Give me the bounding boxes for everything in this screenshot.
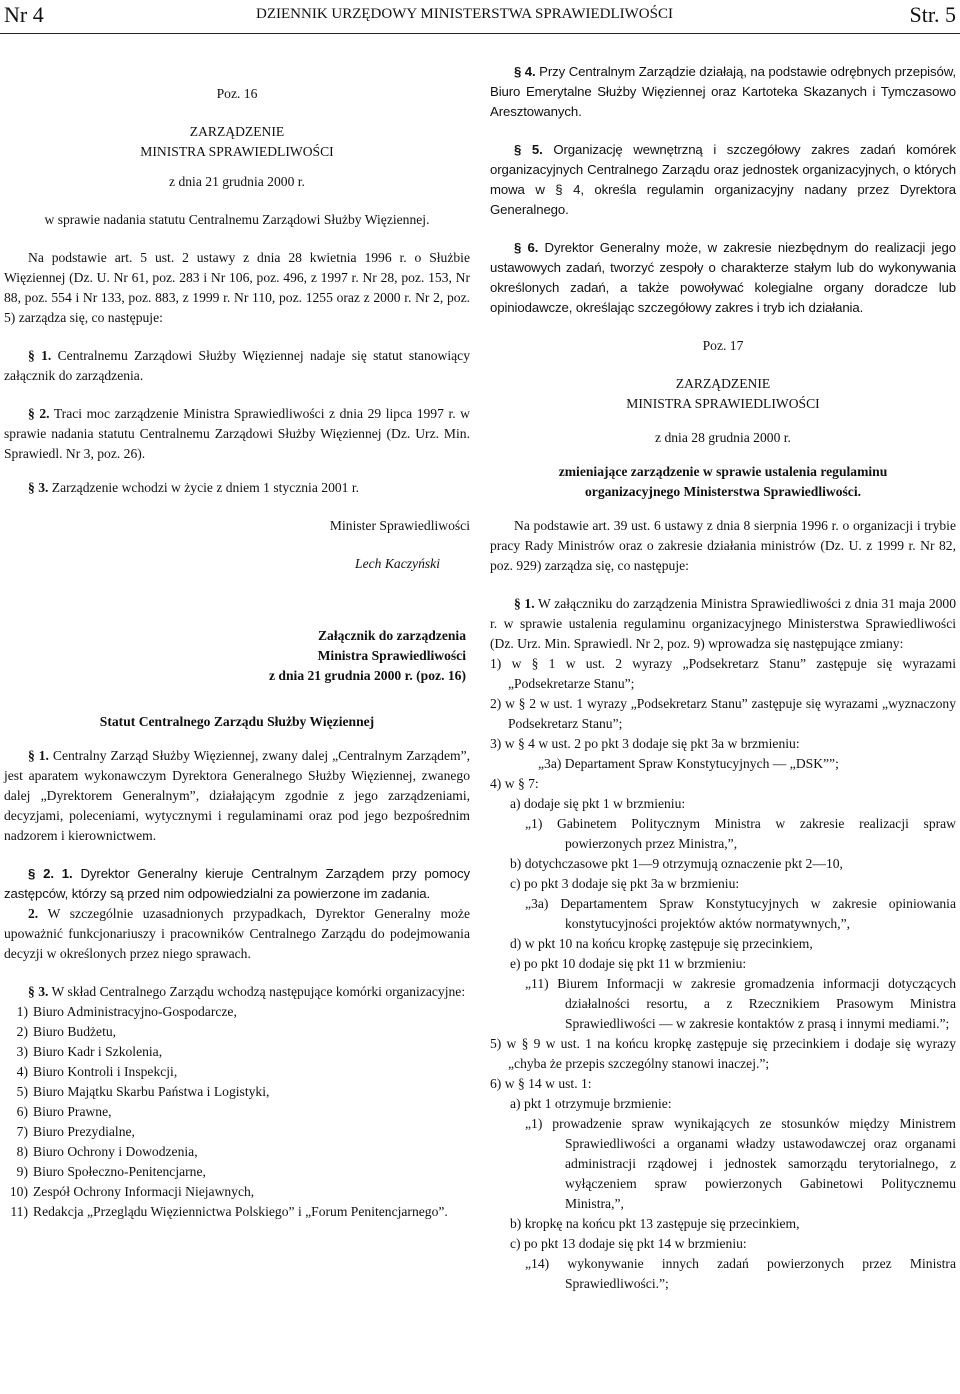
- change-6a-text: „1) prowadzenie spraw wynikających ze stosunków między Ministrem Sprawiedliwości a organami władzy ustawodawczej oraz organami administracji rządowej i jednostek samorządu terytorialnego, z wyłączeniem spraw powierzonych Gabinetowi Politycznemu Ministra,”,: [525, 1116, 956, 1211]
- list-item: 11) Redakcja „Przeglądu Więziennictwa Polskiego” i „Forum Penitencjarnego”.: [10, 1204, 448, 1219]
- attachment-line-3: z dnia 21 grudnia 2000 r. (poz. 16): [268, 668, 466, 683]
- change-4a: a) dodaje się pkt 1 w brzmieniu:: [510, 796, 686, 811]
- act-type: ZARZĄDZENIE: [189, 124, 285, 139]
- list-item: 7) Biuro Prezydialne,: [16, 1124, 135, 1139]
- list-item: 1) Biuro Administracyjno-Gospodarcze,: [16, 1004, 237, 1019]
- act-date: z dnia 21 grudnia 2000 r.: [169, 174, 305, 189]
- statute-paragraph-3: § 3. W skład Centralnego Zarządu wchodzą następujące komórki organizacyjne:: [28, 984, 466, 999]
- list-item: 10) Zespół Ochrony Informacji Niejawnych,: [9, 1184, 255, 1199]
- page-number: Str. 5: [909, 2, 956, 27]
- signatory-name: Lech Kaczyński: [355, 556, 440, 571]
- legal-basis-17: Na podstawie art. 39 ust. 6 ustawy z dnia 8 sierpnia 1996 r. o organizacji i trybie pracy Rady Ministrów oraz o zakresie działania ministrów (Dz. U. z 1999 r. Nr 82, poz. 929) zarządza się, co następuje:: [490, 518, 956, 573]
- list-item: 3) Biuro Kadr i Szkolenia,: [16, 1044, 163, 1059]
- attachment-line-2: Ministra Sprawiedliwości: [317, 648, 466, 663]
- change-6c: c) po pkt 13 dodaje się pkt 14 w brzmieniu:: [510, 1236, 747, 1251]
- page-header: [0, 0, 960, 34]
- statute-paragraph-1: § 1. Centralny Zarząd Służby Więziennej, zwany dalej „Centralnym Zarządem”, jest aparatem wykonawczym Dyrektora Generalnego Służby Więziennej, zwanego dalej „Dyrektorem Generalnym”, działającym zgodnie z jego zarządzeniami, decyzjami, poleceniami, wytycznymi i regulaminami oraz pod jego bezpośrednim nadzorem i kierownictwem.: [4, 748, 471, 843]
- statute-title: Statut Centralnego Zarządu Służby Więziennej: [99, 714, 375, 729]
- list-item: 8) Biuro Ochrony i Dowodzenia,: [16, 1144, 198, 1159]
- left-column: [4, 66, 470, 1222]
- change-5: 5) w § 9 w ust. 1 na końcu kropkę zastępuje się przecinkiem i dodaje się wyrazy „chyba że przepis szczególny stanowi inaczej.”;: [490, 1036, 956, 1071]
- change-4e: e) po pkt 10 dodaje się pkt 11 w brzmieniu:: [510, 956, 747, 971]
- change-2: 2) w § 2 w ust. 1 wyrazy „Podsekretarz Stanu” zastępuje się wyrazami „wyznaczony Podsekretarz Stanu”;: [490, 696, 956, 731]
- journal-title: DZIENNIK URZĘDOWY MINISTERSTWA SPRAWIEDLIWOŚCI: [256, 6, 673, 22]
- paragraph-1-17: § 1. W załączniku do zarządzenia Ministra Sprawiedliwości z dnia 31 maja 2000 r. w sprawie ustalenia regulaminu organizacyjnego Ministerstwa Sprawiedliwości (Dz. Urz. Min. Sprawiedl. Nr 2, poz. 9) wprowadza się następujące zmiany:: [490, 596, 957, 651]
- act-subject-17: zmieniające zarządzenie w sprawie ustalenia regulaminu organizacyjnego Ministerstwa Sprawiedliwości.: [558, 464, 888, 499]
- change-4a-text: „1) Gabinetem Politycznym Ministra w zakresie realizacji spraw powierzonych przez Ministra,”,: [525, 816, 956, 851]
- act-issuer: MINISTRA SPRAWIEDLIWOŚCI: [140, 144, 334, 159]
- list-item: 2) Biuro Budżetu,: [16, 1024, 117, 1039]
- change-4: 4) w § 7:: [490, 776, 539, 791]
- change-1: 1) w § 1 w ust. 2 wyrazy „Podsekretarz Stanu” zastępuje się wyrazami „Podsekretarze Stanu”;: [490, 656, 956, 691]
- change-3-text: „3a) Departament Spraw Konstytucyjnych — „DSK””;: [538, 756, 839, 771]
- change-4c-text: „3a) Departamentem Spraw Konstytucyjnych w zakresie opiniowania konstytucyjności projektów aktów normatywnych,”,: [525, 896, 956, 931]
- list-item: 6) Biuro Prawne,: [16, 1104, 112, 1119]
- change-6a: a) pkt 1 otrzymuje brzmienie:: [510, 1096, 672, 1111]
- change-6b: b) kropkę na końcu pkt 13 zastępuje się przecinkiem,: [510, 1216, 800, 1231]
- change-6: 6) w § 14 w ust. 1:: [490, 1076, 592, 1091]
- paragraph-3: § 3. Zarządzenie wchodzi w życie z dniem 1 stycznia 2001 r.: [28, 480, 360, 495]
- change-6c-text: „14) wykonywanie innych zadań powierzonych przez Ministra Sprawiedliwości.”;: [525, 1256, 956, 1291]
- change-4e-text: „11) Biurem Informacji w zakresie gromadzenia informacji dotyczących działalności resortu, a z Rzecznikiem Prasowym Ministra Sprawiedliwości — w zakresie kontaktów z prasą i innymi mediami.”;: [525, 976, 956, 1031]
- position-number: Poz. 16: [216, 86, 258, 101]
- signatory-title: Minister Sprawiedliwości: [329, 518, 470, 533]
- act-type-17: ZARZĄDZENIE: [675, 376, 771, 391]
- units-list: [4, 1002, 470, 1222]
- change-4c: c) po pkt 3 dodaje się pkt 3a w brzmieniu:: [510, 876, 740, 891]
- change-3: 3) w § 4 w ust. 2 po pkt 3 dodaje się pkt 3a w brzmieniu:: [490, 736, 800, 751]
- statute-paragraph-2-2: 2. W szczególnie uzasadnionych przypadkach, Dyrektor Generalny może upoważnić funkcjonariuszy i pracowników Centralnego Zarządu do podejmowania decyzji w określonych przez niego sprawach.: [4, 906, 470, 961]
- legal-basis: Na podstawie art. 5 ust. 2 ustawy z dnia 28 kwietnia 1996 r. o Służbie Więziennej (Dz. U. Nr 61, poz. 283 i Nr 106, poz. 496, z 1997 r. Nr 28, poz. 153, Nr 88, poz. 554 i Nr 133, poz. 883, z 1999 r. Nr 110, poz. 1255 oraz z 2000 r. Nr 2, poz. 5) zarządza się, co następuje:: [4, 250, 470, 325]
- position-number-17: Poz. 17: [702, 338, 744, 353]
- issue-number: Nr 4: [4, 2, 44, 27]
- act-subject: w sprawie nadania statutu Centralnemu Zarządowi Służby Więziennej.: [44, 212, 430, 227]
- attachment-line-1: Załącznik do zarządzenia: [317, 628, 466, 643]
- statute-paragraph-4: § 4. Przy Centralnym Zarządzie działają, na podstawie odrębnych przepisów, Biuro Emerytalne Służby Więziennej oraz Kartoteka Skazanych i Tymczasowo Aresztowanych.: [490, 64, 956, 119]
- statute-paragraph-2-1: § 2. 1. Dyrektor Generalny kieruje Centralnym Zarządem przy pomocy zastępców, którzy są przed nim odpowiedzialni za powierzone im zadania.: [4, 866, 470, 901]
- act-date-17: z dnia 28 grudnia 2000 r.: [655, 430, 791, 445]
- act-issuer-17: MINISTRA SPRAWIEDLIWOŚCI: [626, 396, 820, 411]
- paragraph-2: § 2. Traci moc zarządzenie Ministra Sprawiedliwości z dnia 29 lipca 1997 r. w sprawie nadania statutu Centralnemu Zarządowi Służby Więziennej (Dz. Urz. Min. Sprawiedl. Nr 3, poz. 26).: [4, 406, 470, 461]
- list-item: 4) Biuro Kontroli i Inspekcji,: [16, 1064, 178, 1079]
- right-column: [490, 62, 956, 1294]
- change-4d: d) w pkt 10 na końcu kropkę zastępuje się przecinkiem,: [510, 936, 813, 951]
- header-rule: [0, 33, 960, 34]
- change-4b: b) dotychczasowe pkt 1—9 otrzymują oznaczenie pkt 2—10,: [510, 856, 843, 871]
- paragraph-1: § 1. Centralnemu Zarządowi Służby Więziennej nadaje się statut stanowiący załącznik do zarządzenia.: [4, 348, 471, 383]
- list-item: 9) Biuro Społeczno-Penitencjarne,: [16, 1164, 206, 1179]
- statute-paragraph-6: § 6. Dyrektor Generalny może, w zakresie niezbędnym do realizacji jego ustawowych zadań, tworzyć zespoły o charakterze stałym lub do wykonywania określonych zadań, a także powoływać kolegialne organy doradcze lub opiniodawcze, określając szczegółowy zakres i tryb ich działania.: [490, 240, 956, 315]
- list-item: 5) Biuro Majątku Skarbu Państwa i Logistyki,: [16, 1084, 270, 1099]
- statute-paragraph-5: § 5. Organizację wewnętrzną i szczegółowy zakres zadań komórek organizacyjnych Centralnego Zarządu oraz jednostek organizacyjnych, o których mowa w § 4, określa regulamin organizacyjny nadany przez Dyrektora Generalnego.: [490, 142, 956, 217]
